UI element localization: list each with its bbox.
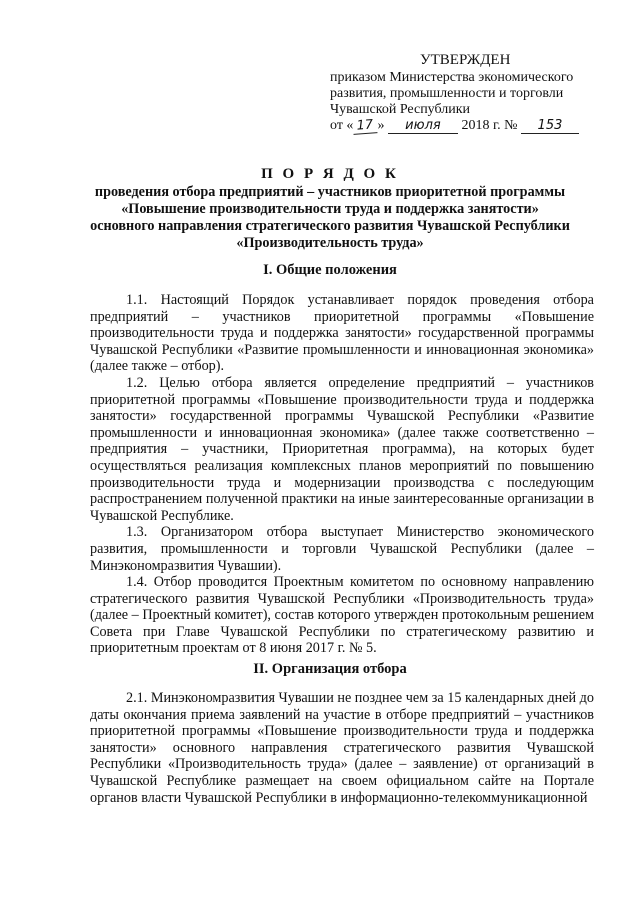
approval-stamp-block: [330, 52, 620, 134]
title-line-3: основного направления стратегического развития Чувашской Республики: [90, 218, 570, 234]
approval-line-2: развития, промышленности и торговли: [330, 86, 564, 101]
document-title: П О Р Я Д О К: [261, 166, 399, 182]
paragraph-1-2: 1.2. Целью отбора является определение предприятий – участников приоритетной программы «Повышение производительности труда и поддержка занятости» государственной программы Чувашской Республики «Развитие промышленности и инновационная экономика» (далее также соответственно – предприятия – участники, Приоритетная программа), на которых будет осуществляться реализация комплексных планов мероприятий по повышению производительности труда и модернизации производства с последующим распространением полученной практики на иные заинтересованные организации в Чувашской Республике.: [90, 374, 594, 524]
date-prefix: от «: [330, 118, 354, 133]
handwritten-order-number: 153: [521, 119, 579, 134]
paragraph-1-3: 1.3. Организатором отбора выступает Министерство экономического развития, промышленности и торговли Чувашской Республики (далее – Минэкономразвития Чувашии).: [90, 524, 594, 574]
handwritten-day: 17: [353, 118, 378, 135]
paragraph-2-1: 2.1. Минэкономразвития Чувашии не позднее чем за 15 календарных дней до даты окончания приема заявлений на участие в отборе предприятий – участников приоритетной программы «Повышение производительности труда и поддержка занятости» основного направления стратегического развития Чувашской Республики «Производительность труда» (далее – заявление) от организаций в Чувашской Республике размещает на своем официальном сайте на Портале органов власти Чувашской Республики в информационно-телекоммуникационной: [90, 690, 594, 806]
approval-date-line: [330, 118, 620, 134]
approval-line-1: приказом Министерства экономического: [330, 70, 574, 85]
date-year: 2018 г. №: [461, 118, 518, 133]
handwritten-month: июля: [388, 119, 458, 134]
date-mid: »: [377, 118, 385, 133]
section-1-heading: I. Общие положения: [263, 262, 397, 278]
paragraph-1-1: 1.1. Настоящий Порядок устанавливает порядок проведения отбора предприятий – участников приоритетной программы «Повышение производительности труда и поддержка занятости» государственной программы Чувашской Республики «Развитие промышленности и инновационная экономика» (далее также – отбор).: [90, 292, 594, 375]
section-1-body: [90, 292, 594, 657]
document-title-block: [40, 166, 620, 252]
paragraph-1-4: 1.4. Отбор проводится Проектным комитетом по основному направлению стратегического развития Чувашской Республики «Производительность труда» (далее – Проектный комитет), состав которого утвержден протокольным решением Совета при Главе Чувашской Республики по стратегическому развитию и приоритетным проектам от 8 июня 2017 г. № 5.: [90, 574, 594, 657]
approved-heading: УТВЕРЖДЕН: [420, 52, 511, 68]
title-line-2: «Повышение производительности труда и поддержка занятости»: [121, 201, 539, 217]
section-2-heading: II. Организация отбора: [253, 661, 407, 677]
title-line-4: «Производительность труда»: [236, 235, 424, 251]
approval-line-3: Чувашской Республики: [330, 102, 471, 117]
title-line-1: проведения отбора предприятий – участников приоритетной программы: [94, 184, 566, 200]
section-2-body: [90, 690, 594, 806]
